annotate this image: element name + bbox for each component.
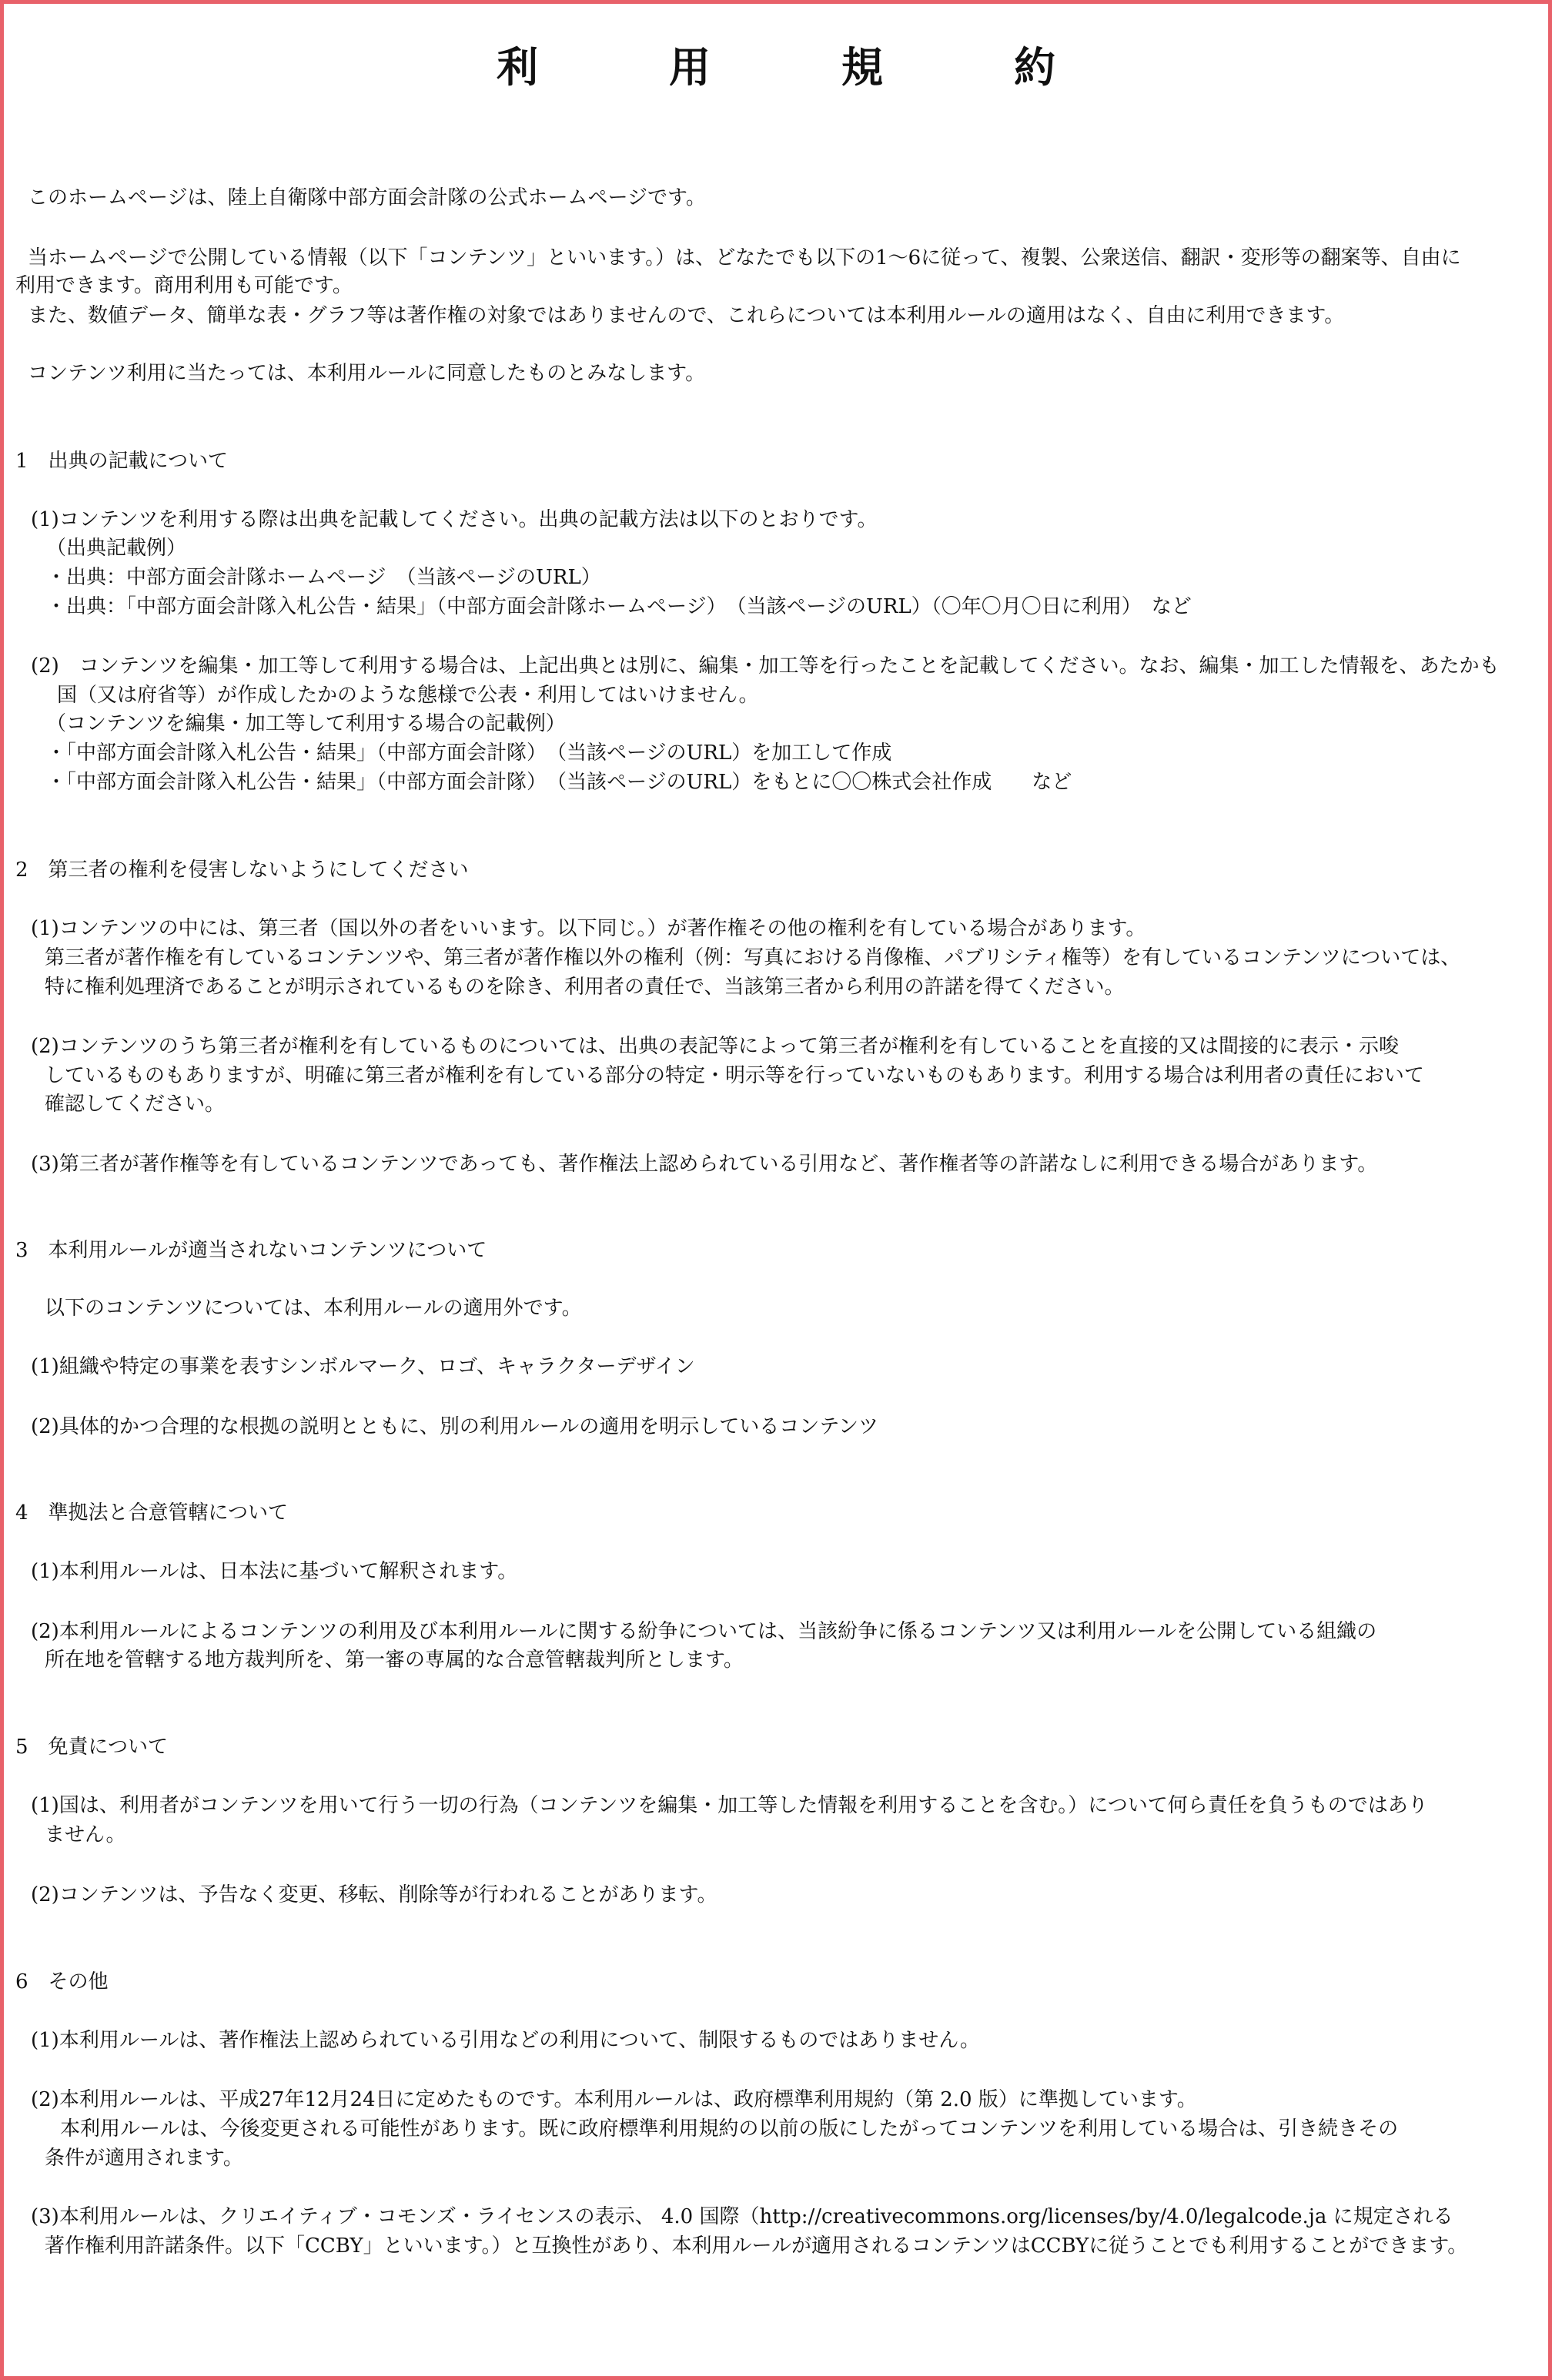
- section-3-item-2: (2)具体的かつ合理的な根拠の説明とともに、別の利用ルールの適用を明示しているコンテンツ: [31, 1415, 879, 1438]
- section-1-item-1-line-2: （出典記載例）: [46, 537, 187, 560]
- section-2-heading: 2 第三者の権利を侵害しないようにしてください: [15, 859, 469, 882]
- section-5-item-1-line-2: ません。: [45, 1823, 126, 1846]
- section-6-item-2-line-1: (2)本利用ルールは、平成27年12月24日に定めたものです。本利用ルールは、政府標準利用規約（第 2.0 版）に準拠しています。: [31, 2088, 1197, 2111]
- section-4-item-2-line-2: 所在地を管轄する地方裁判所を、第一審の専属的な合意管轄裁判所とします。: [45, 1649, 744, 1672]
- section-1-item-2-line-4: ・「中部方面会計隊入札公告・結果」（中部方面会計隊） （当該ページのURL）を加工して作成: [46, 741, 892, 765]
- intro-paragraph-3: また、数値データ、簡単な表・グラフ等は著作権の対象ではありませんので、これらについては本利用ルールの適用はなく、自由に利用できます。: [28, 304, 1345, 327]
- section-2-item-2-line-1: (2)コンテンツのうち第三者が権利を有しているものについては、出典の表記等によって第三者が権利を有していることを直接的又は間接的に表示・示唆: [31, 1035, 1400, 1058]
- section-1-item-2-line-2: 国（又は府省等）が作成したかのような態様で公表・利用してはいけません。: [57, 684, 759, 707]
- section-6-heading: 6 その他: [15, 1970, 109, 1993]
- section-2-item-1-line-3: 特に権利処理済であることが明示されているものを除き、利用者の責任で、当該第三者から利用の許諾を得てください。: [45, 976, 1125, 999]
- section-6-item-2-line-2: 本利用ルールは、今後変更される可能性があります。既に政府標準利用規約の以前の版にしたがってコンテンツを利用している場合は、引き続きその: [60, 2117, 1399, 2141]
- section-5-item-1-line-1: (1)国は、利用者がコンテンツを用いて行う一切の行為（コンテンツを編集・加工等した情報を利用することを含む。）について何ら責任を負うものではあり: [31, 1794, 1428, 1817]
- section-1-item-1-line-4: ・出典：「中部方面会計隊入札公告・結果」（中部方面会計隊ホームページ） （当該ページのURL）（〇年〇月〇日に利用） など: [46, 595, 1192, 618]
- section-2-item-3: (3)第三者が著作権等を有しているコンテンツであっても、著作権法上認められている引用など、著作権者等の許諾なしに利用できる場合があります。: [31, 1153, 1378, 1176]
- section-2-item-1-line-2: 第三者が著作権を有しているコンテンツや、第三者が著作権以外の権利（例：写真における肖像権、パブリシティ権等）を有しているコンテンツについては、: [45, 946, 1461, 969]
- section-1-item-1-line-3: ・出典：中部方面会計隊ホームページ （当該ページのURL）: [46, 566, 601, 589]
- intro-paragraph-2-line-2: 利用できます。商用利用も可能です。: [15, 274, 353, 297]
- section-2-item-1-line-1: (1)コンテンツの中には、第三者（国以外の者をいいます。以下同じ。）が著作権その他の権利を有している場合があります。: [31, 917, 1146, 940]
- section-4-item-1: (1)本利用ルールは、日本法に基づいて解釈されます。: [31, 1560, 518, 1583]
- section-5-heading: 5 免責について: [15, 1736, 169, 1759]
- section-6-item-3-line-1: (3)本利用ルールは、クリエイティブ・コモンズ・ライセンスの表示、 4.0 国際（http://creativecommons.org/licenses/by/4.0/legalcode.ja に規定される: [31, 2205, 1453, 2228]
- section-3-lead: 以下のコンテンツについては、本利用ルールの適用外です。: [45, 1297, 582, 1320]
- section-1-item-2-line-3: （コンテンツを編集・加工等して利用する場合の記載例）: [46, 712, 566, 735]
- section-5-item-2: (2)コンテンツは、予告なく変更、移転、削除等が行われることがあります。: [31, 1883, 717, 1906]
- intro-paragraph-2-line-1: 当ホームページで公開している情報（以下「コンテンツ」といいます。）は、どなたでも以下の1～6に従って、複製、公衆送信、翻訳・変形等の翻案等、自由に: [28, 246, 1461, 269]
- section-2-item-2-line-2: しているものもありますが、明確に第三者が権利を有している部分の特定・明示等を行っていないものもあります。利用する場合は利用者の責任において: [45, 1064, 1424, 1087]
- section-1-item-1-line-1: (1)コンテンツを利用する際は出典を記載してください。出典の記載方法は以下のとおりです。: [31, 508, 878, 531]
- section-1-heading: 1 出典の記載について: [15, 450, 229, 473]
- section-3-heading: 3 本利用ルールが適当されないコンテンツについて: [15, 1239, 487, 1262]
- section-6-item-3-line-2: 著作権利用許諾条件。以下「CCBY」といいます。）と互換性があり、本利用ルールが適用されるコンテンツはCCBYに従うことでも利用することができます。: [45, 2234, 1468, 2258]
- intro-paragraph-1: このホームページは、陸上自衛隊中部方面会計隊の公式ホームページです。: [28, 186, 706, 209]
- section-6-item-1: (1)本利用ルールは、著作権法上認められている引用などの利用について、制限するものではありません。: [31, 2029, 980, 2052]
- intro-paragraph-4: コンテンツ利用に当たっては、本利用ルールに同意したものとみなします。: [28, 362, 706, 385]
- section-3-item-1: (1)組織や特定の事業を表すシンボルマーク、ロゴ、キャラクターデザイン: [31, 1355, 695, 1378]
- section-1-item-2-line-1: (2) コンテンツを編集・加工等して利用する場合は、上記出典とは別に、編集・加工等を行ったことを記載してください。なお、編集・加工した情報を、あたかも: [31, 654, 1500, 678]
- page-title: 利 用 規 約: [497, 42, 1100, 92]
- section-4-heading: 4 準拠法と合意管轄について: [15, 1501, 289, 1525]
- section-6-item-2-line-3: 条件が適用されます。: [45, 2147, 243, 2170]
- section-1-item-2-line-5: ・「中部方面会計隊入札公告・結果」（中部方面会計隊） （当該ページのURL）をもとに〇〇株式会社作成 など: [46, 771, 1072, 794]
- section-2-item-2-line-3: 確認してください。: [45, 1093, 226, 1116]
- section-4-item-2-line-1: (2)本利用ルールによるコンテンツの利用及び本利用ルールに関する紛争については、当該紛争に係るコンテンツ又は利用ルールを公開している組織の: [31, 1620, 1377, 1643]
